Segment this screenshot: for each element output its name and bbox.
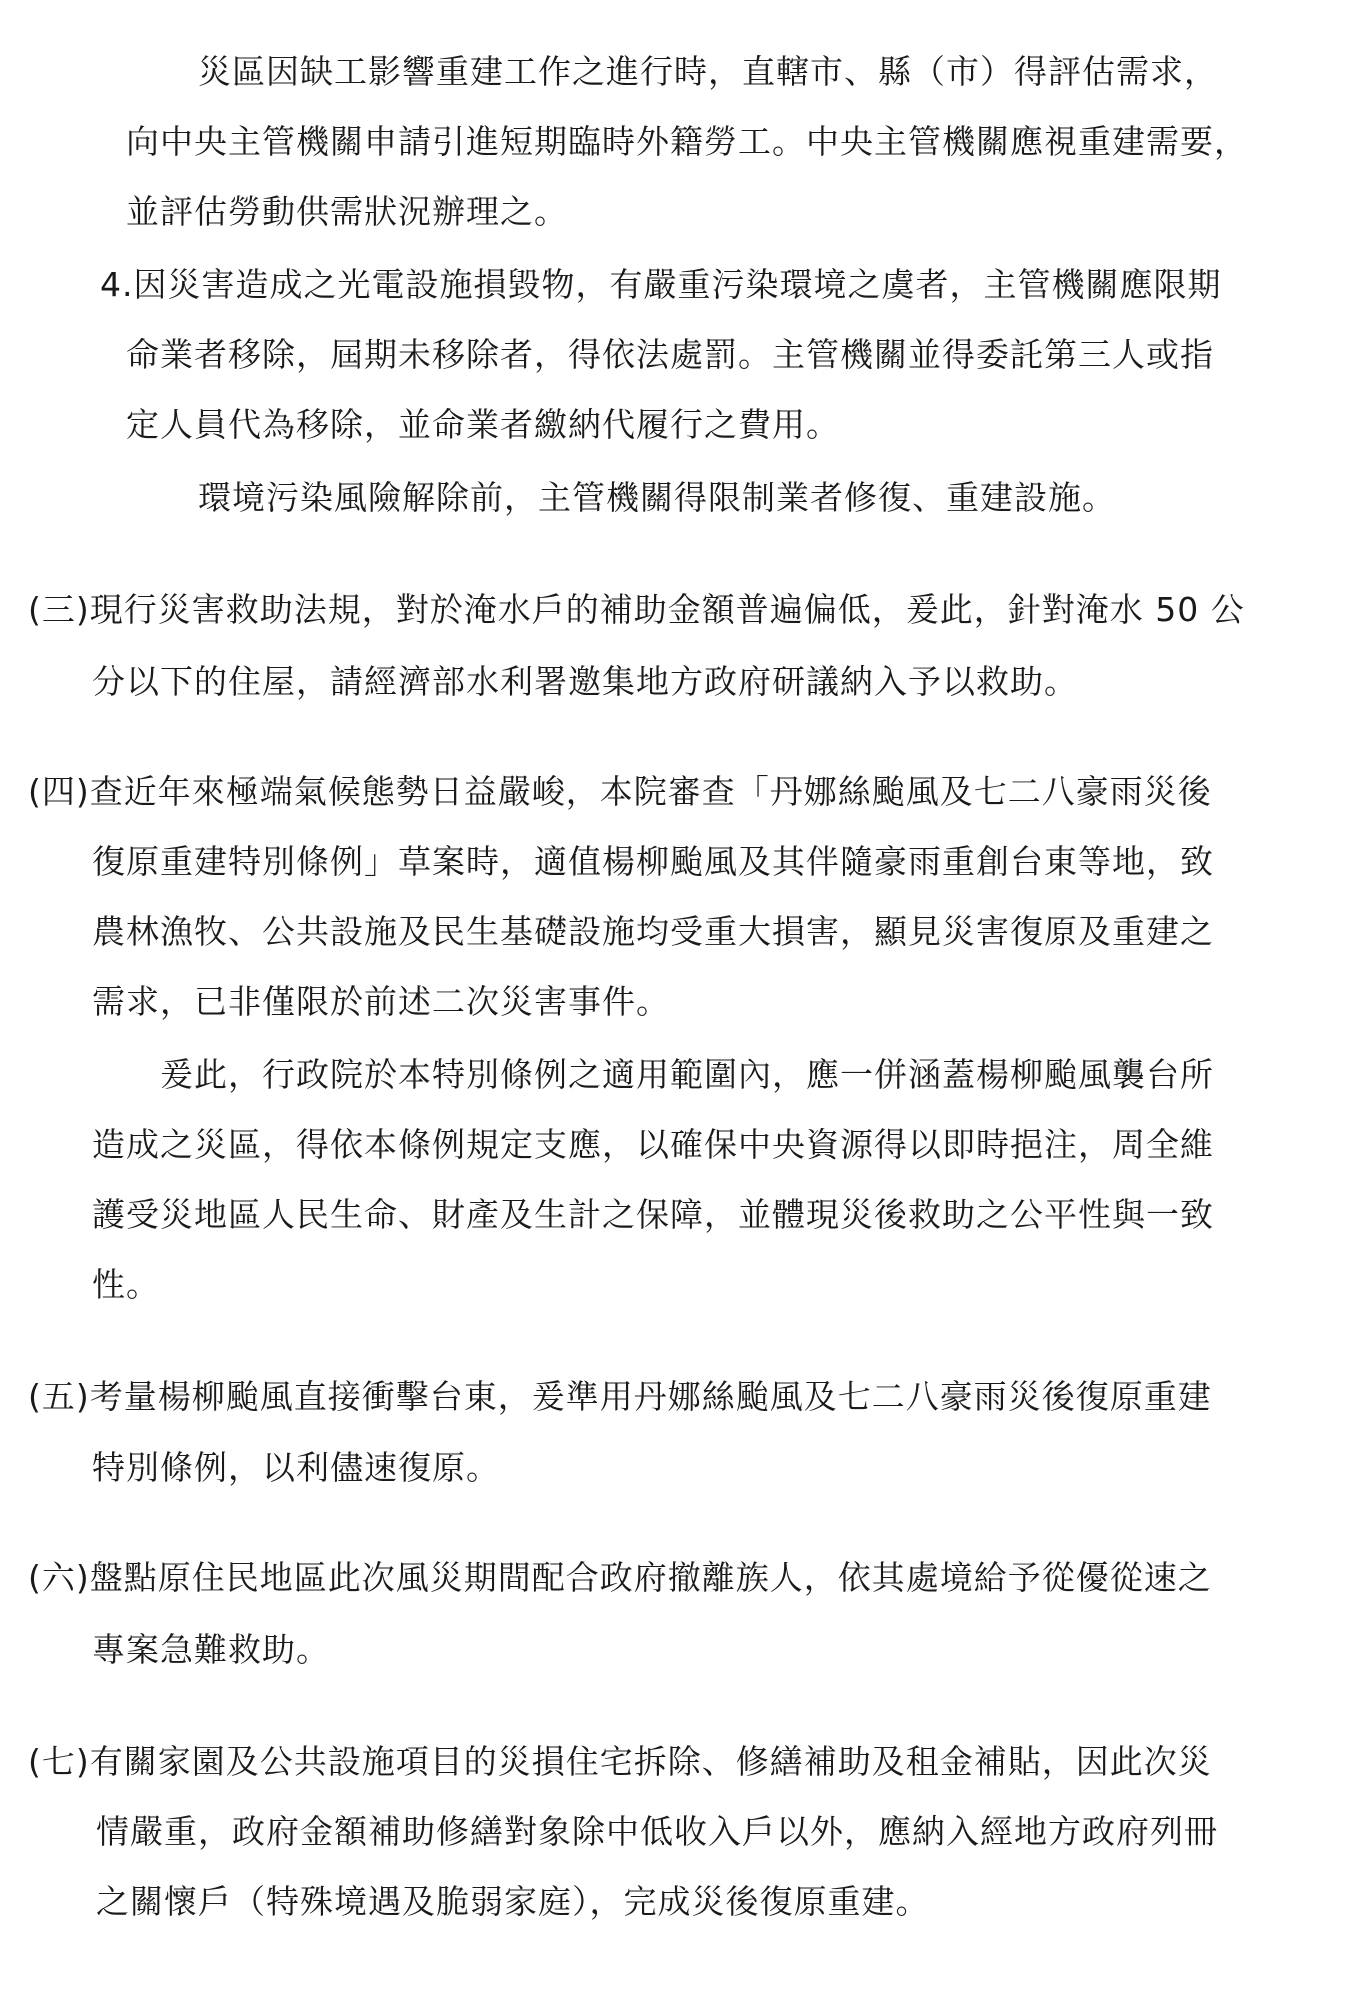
text-line: 定人員代為移除，並命業者繳納代履行之費用。 [126, 405, 840, 444]
text-line: 爰此，行政院於本特別條例之適用範圍內，應一併涵蓋楊柳颱風襲台所 [160, 1055, 1214, 1094]
text-line: 災區因缺工影響重建工作之進行時，直轄市、縣（市）得評估需求， [198, 52, 1218, 91]
text-line: 之關懷戶（特殊境遇及脆弱家庭），完成災後復原重建。 [96, 1882, 930, 1921]
text-line: 護受災地區人民生命、財產及生計之保障，並體現災後救助之公平性與一致 [92, 1195, 1214, 1234]
text-line: 特別條例，以利儘速復原。 [92, 1448, 500, 1487]
text-line: 情嚴重，政府金額補助修繕對象除中低收入戶以外，應納入經地方政府列冊 [96, 1812, 1218, 1851]
text-line: (三)現行災害救助法規，對於淹水戶的補助金額普遍偏低，爰此，針對淹水 50 公 [28, 590, 1245, 629]
text-line: (四)查近年來極端氣候態勢日益嚴峻，本院審查「丹娜絲颱風及七二八豪雨災後 [28, 772, 1212, 811]
text-line: 命業者移除，屆期未移除者，得依法處罰。主管機關並得委託第三人或指 [126, 335, 1214, 374]
text-line: (六)盤點原住民地區此次風災期間配合政府撤離族人，依其處境給予從優從速之 [28, 1558, 1212, 1597]
text-line: 需求，已非僅限於前述二次災害事件。 [92, 982, 670, 1021]
text-line: (七)有關家園及公共設施項目的災損住宅拆除、修繕補助及租金補貼，因此次災 [28, 1742, 1212, 1781]
text-line: 向中央主管機關申請引進短期臨時外籍勞工。中央主管機關應視重建需要， [126, 122, 1248, 161]
text-line: 造成之災區，得依本條例規定支應，以確保中央資源得以即時挹注，周全維 [92, 1125, 1214, 1164]
text-line: 並評估勞動供需狀況辦理之。 [126, 192, 568, 231]
text-line: (五)考量楊柳颱風直接衝擊台東，爰準用丹娜絲颱風及七二八豪雨災後復原重建 [28, 1377, 1212, 1416]
text-line: 環境污染風險解除前，主管機關得限制業者修復、重建設施。 [198, 478, 1116, 517]
text-line: 性。 [92, 1265, 160, 1304]
text-line: 4.因災害造成之光電設施損毀物，有嚴重污染環境之虞者，主管機關應限期 [100, 265, 1222, 304]
text-line: 復原重建特別條例」草案時，適值楊柳颱風及其伴隨豪雨重創台東等地，致 [92, 842, 1214, 881]
text-line: 專案急難救助。 [92, 1630, 330, 1669]
text-line: 農林漁牧、公共設施及民生基礎設施均受重大損害，顯見災害復原及重建之 [92, 912, 1214, 951]
text-line: 分以下的住屋，請經濟部水利署邀集地方政府研議納入予以救助。 [92, 662, 1078, 701]
